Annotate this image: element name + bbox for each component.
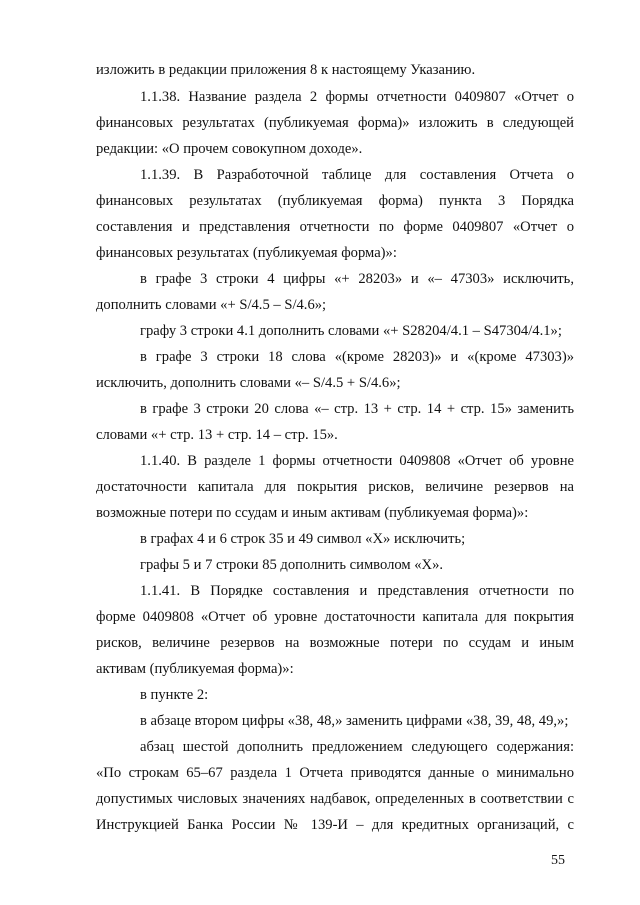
text-line: финансовых результатах (публикуемая форма)» изложить в следующей <box>96 115 574 131</box>
text-line: финансовых результатах (публикуемая форма)»: <box>96 245 397 261</box>
text-line: словами «+ стр. 13 + стр. 14 – стр. 15». <box>96 427 338 443</box>
text-line: изложить в редакции приложения 8 к настоящему Указанию. <box>96 62 476 78</box>
paragraph-1-1-41-line: 1.1.41. В Порядке составления и представления отчетности по <box>140 583 574 599</box>
list-item-line: в графе 3 строки 18 слова «(кроме 28203)» и «(кроме 47303)» <box>140 349 574 365</box>
paragraph-1-1-39-line: 1.1.39. В Разработочной таблице для составления Отчета о <box>140 167 574 183</box>
text-line: редакции: «О прочем совокупном доходе». <box>96 141 363 157</box>
text-line: составления и представления отчетности по форме 0409807 «Отчет о <box>96 219 574 235</box>
text-line: рисков, величине резервов на возможные потери по ссудам и иным <box>96 635 574 651</box>
paragraph-1-1-38-line: 1.1.38. Название раздела 2 формы отчетности 0409807 «Отчет о <box>140 89 574 105</box>
list-item-line: в графе 3 строки 20 слова «– стр. 13 + стр. 14 + стр. 15» заменить <box>140 401 574 417</box>
text-line: исключить, дополнить словами «– S/4.5 + S/4.6»; <box>96 375 401 391</box>
list-item-line: графу 3 строки 4.1 дополнить словами «+ S28204/4.1 – S47304/4.1»; <box>140 323 562 339</box>
text-line: достаточности капитала для покрытия рисков, величине резервов на <box>96 479 574 495</box>
text-line: активам (публикуемая форма)»: <box>96 661 294 677</box>
text-line: допустимых числовых значениях надбавок, определенных в соответствии с <box>96 791 574 807</box>
text-line: возможные потери по ссудам и иным активам (публикуемая форма)»: <box>96 505 529 521</box>
text-line: финансовых результатах (публикуемая форма) пункта 3 Порядка <box>96 193 574 209</box>
text-line: Инструкцией Банка России № 139-И – для кредитных организаций, с <box>96 817 574 833</box>
paragraph-1-1-40-line: 1.1.40. В разделе 1 формы отчетности 0409808 «Отчет об уровне <box>140 453 574 469</box>
text-line: форме 0409808 «Отчет об уровне достаточности капитала для покрытия <box>96 609 574 625</box>
list-item-line: абзац шестой дополнить предложением следующего содержания: <box>140 739 574 755</box>
list-item-line: в графах 4 и 6 строк 35 и 49 символ «Х» исключить; <box>140 531 466 547</box>
list-item-line: в графе 3 строки 4 цифры «+ 28203» и «– 47303» исключить, <box>140 271 574 287</box>
text-line: дополнить словами «+ S/4.5 – S/4.6»; <box>96 297 327 313</box>
list-item-line: в пункте 2: <box>140 687 209 703</box>
text-line: «По строкам 65–67 раздела 1 Отчета приводятся данные о минимально <box>96 765 574 781</box>
list-item-line: в абзаце втором цифры «38, 48,» заменить цифрами «38, 39, 48, 49,»; <box>140 713 569 729</box>
page-number: 55 <box>551 853 565 868</box>
list-item-line: графы 5 и 7 строки 85 дополнить символом «Х». <box>140 557 444 573</box>
